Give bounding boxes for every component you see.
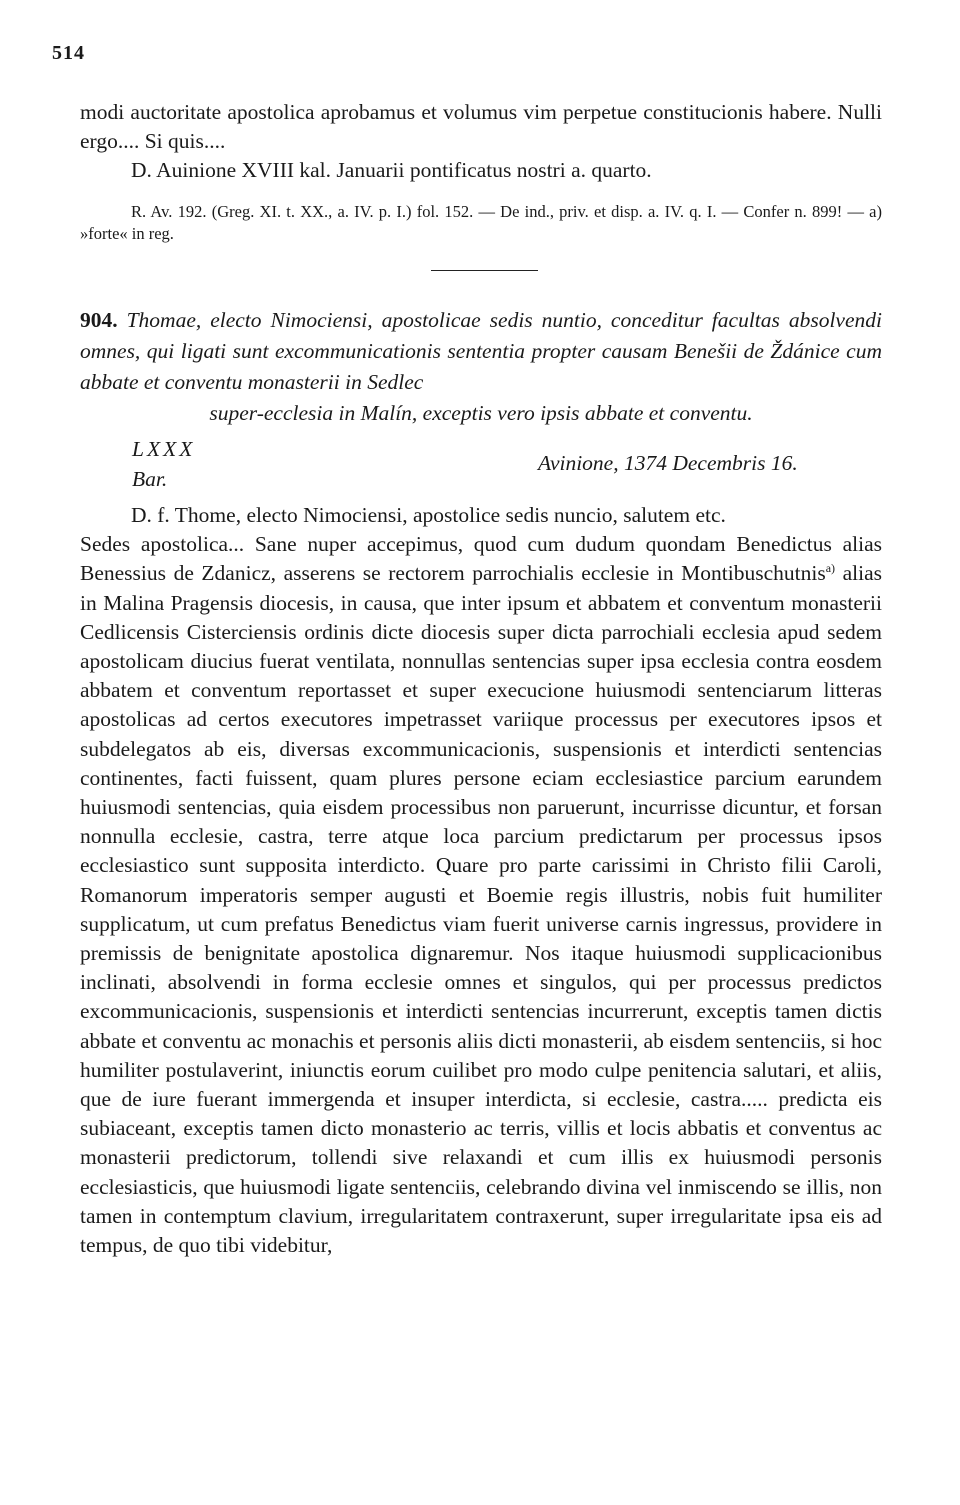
salutation: D. f. Thome, electo Nimociensi, apostolice sedis nuncio, salutem etc.: [131, 503, 726, 527]
body-text-part-2: alias in Malina Pragensis diocesis, in causa, que inter ipsum et abbatem et conventum monasterii Cedlicensis Cisterciensis ordinis dicte diocesis super dicta parrochiali ecclesia apud sedem apostolicam diucius fuerat ventilata, nonnullas sentencias super ipsa ecclesia contra eosdem abbatem et conventum reportasset et super execucione huiusmodi sentenciarum litteras apostolicas ad certos executores impetrasset variique processus per executores ipsos et subdelegatos ab eis, diversas excommunicacionis, suspensionis et interdicti sentencias continentes, facti fuissent, quam plures persone eciam ecclesiastice parcium earundem huiusmodi sentencias, quia eisdem processibus non paruerunt, incurrisse dicuntur, et forsan nonnulla ecclesie, castra, terre atque loca parcium predictarum per processus ipsos ecclesiastico sunt supposita interdicto. Quare pro parte carissimi in Christo filii Caroli, Romanorum imperatoris semper augusti et Boemie regis illustris, nobis fuit humiliter supplicatum, ut cum prefatus Benedictus viam fuerit universe carnis ingressus, providere in premissis de benignitate apostolica dignaremur. Nos itaque huiusmodi supplicacionibus inclinati, absolvendi in forma ecclesie omnes et singulos, qui per processus predictos excommunicacionis, suspensionis et interdicti sentencias incurrerunt, exceptis tamen dictis abbate et conventu ac monachis et personis aliis dicti monasterii, ab eisdem sentenciis, si hoc humiliter postulaverint, iniunctis eorum cuilibet pro modo culpe penitencia salutari, et aliis, que de iure fuerant immergenda et insuper interdicta, si ecclesie, castra..... predicta eis subiaceant, exceptis tamen dicto monasterio ac terris, villis et locis abbatis et conventus ac monasterii predictorum, tollendi sive relaxandi et cum illis ex huiusmodi personis ecclesiasticis, que huiusmodi ligate sentenciis, celebrando divina vel inmiscendo se illis, non tamen in contemptum clavium, irregularitatem contraxerunt, super irregularitate ipsa eis ad tempus, de quo tibi videbitur,: [80, 561, 882, 1258]
regest-last-line: super-ecclesia in Malín, exceptis vero ipsis abbate et conventu.: [209, 401, 753, 425]
body-text: [80, 530, 882, 1260]
registry-sub: Bar.: [132, 467, 168, 491]
document-regest: [80, 305, 882, 429]
previous-document-ending: modi auctoritate apostolica aprobamus et volumus vim perpetue constitucionis habere. Nulli ergo.... Si quis....: [80, 100, 882, 154]
footnote-mark: a): [825, 561, 836, 576]
registry-mark: [132, 434, 195, 494]
document-body: [80, 501, 882, 1260]
source-note-text: R. Av. 192. (Greg. XI. t. XX., a. IV. p. I.) fol. 152. — De ind., priv. et disp. a. IV. q. I. — Confer n. 899! — a) »forte« in reg.: [80, 202, 882, 243]
registry-number: LXXX: [132, 437, 196, 461]
regest-text: Thomae, electo Nimociensi, apostolicae sedis nuntio, conceditur facultas absolvendi omnes, qui ligati sunt excommunicationis sententia propter causam Benešii de Ždánice cum abbate et conventu monasterii in Sedlec: [80, 308, 882, 394]
document-number: 904.: [80, 308, 118, 332]
source-note: [80, 201, 882, 245]
previous-document-text: [80, 98, 882, 186]
previous-document-date: D. Auinione XVIII kal. Januarii pontificatus nostri a. quarto.: [131, 158, 652, 183]
section-divider: [431, 270, 538, 271]
page-number: 514: [52, 42, 85, 64]
place-date: Avinione, 1374 Decembris 16.: [538, 451, 798, 475]
body-text-part-1: Sedes apostolica... Sane nuper accepimus, quod cum dudum quondam Benedictus alias Benessius de Zdanicz, asserens se rectorem parrochialis ecclesie in Montibuschutnis: [80, 532, 882, 586]
